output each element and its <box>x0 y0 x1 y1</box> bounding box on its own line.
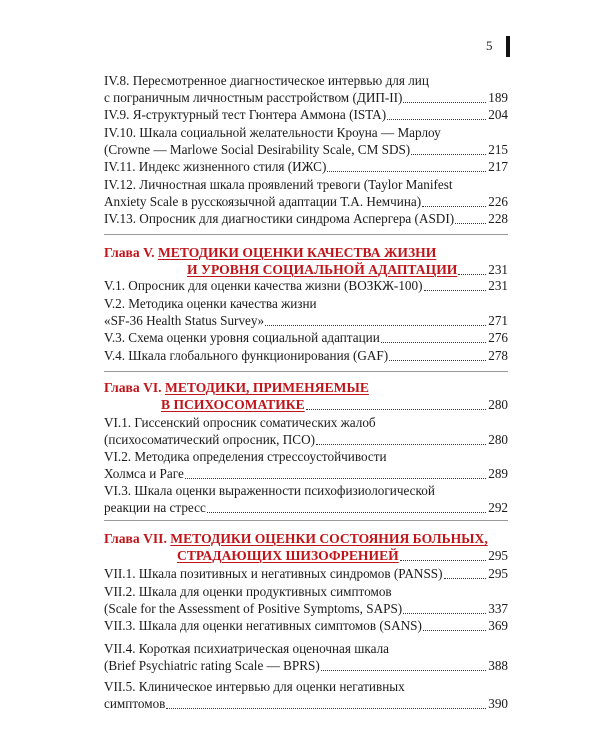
entry-text: V.4. Шкала глобального функционирования (GAF) <box>104 348 389 363</box>
toc-entry-vii-3[interactable] <box>104 617 508 634</box>
toc-entry-iv-9[interactable] <box>104 106 508 123</box>
page-number: 5 <box>486 38 493 53</box>
page-ref: 292 <box>488 500 508 515</box>
entry-text: (Brief Psychiatric rating Scale — BPRS) <box>104 658 320 673</box>
chapter-title: И УРОВНЯ СОЦИАЛЬНОЙ АДАПТАЦИИ <box>187 262 458 277</box>
entry-text: Anxiety Scale в русскоязычной адаптации Т.А. Немчина) <box>104 194 422 209</box>
entry-text: симптомов <box>104 696 166 711</box>
entry-text: с пограничным личностным расстройством (ДИП-II) <box>104 90 403 105</box>
page-ref: 189 <box>488 90 508 105</box>
page-ref: 228 <box>488 211 508 226</box>
entry-text: IV.8. Пересмотренное диагностическое интервью для лиц <box>104 73 429 88</box>
page-ref: 337 <box>488 601 508 616</box>
toc-entry-iv-8[interactable] <box>104 72 508 106</box>
toc-entry-iv-13[interactable] <box>104 210 508 227</box>
page-ref: 215 <box>488 142 508 157</box>
dot-leader <box>455 209 486 224</box>
toc-entry-vi-1[interactable] <box>104 414 508 448</box>
chapter-title: СТРАДАЮЩИХ ШИЗОФРЕНИЕЙ <box>177 548 399 563</box>
dot-leader <box>381 328 486 343</box>
dot-leader <box>321 656 486 671</box>
section-divider <box>104 234 508 235</box>
page-ref: 289 <box>488 466 508 481</box>
toc-entry-vii-2[interactable] <box>104 583 508 617</box>
page-ref: 204 <box>488 107 508 122</box>
toc-entry-iv-10[interactable] <box>104 124 508 158</box>
entry-text: IV.10. Шкала социальной желательности Кроуна — Марлоу <box>104 125 441 140</box>
page-ref: 280 <box>488 432 508 447</box>
dot-leader <box>424 276 487 291</box>
entry-text: VII.2. Шкала для оценки продуктивных симптомов <box>104 584 392 599</box>
entry-text: (Scale for the Assessment of Positive Symptoms, SAPS) <box>104 601 403 616</box>
entry-text: VI.1. Гиссенский опросник соматических жалоб <box>104 415 376 430</box>
toc-entry-iv-11[interactable] <box>104 158 508 175</box>
dot-leader <box>444 564 487 579</box>
toc-chapter-v[interactable] <box>104 244 508 278</box>
entry-text: реакции на стресс <box>104 500 206 515</box>
toc-chapter-vi[interactable] <box>104 379 508 413</box>
page-ref: 271 <box>488 313 508 328</box>
toc-entry-vii-5[interactable] <box>104 678 508 712</box>
chapter-title: МЕТОДИКИ ОЦЕНКИ КАЧЕСТВА ЖИЗНИ <box>157 245 437 260</box>
page-ref: 295 <box>488 548 508 563</box>
dot-leader <box>166 694 486 709</box>
chapter-label: Глава VII. <box>104 531 167 546</box>
dot-leader <box>387 105 486 120</box>
toc-entry-v-3[interactable] <box>104 329 508 346</box>
dot-leader <box>411 140 486 155</box>
entry-text: V.1. Опросник для оценки качества жизни (ВОЗКЖ-100) <box>104 278 423 293</box>
toc-entry-vi-3[interactable] <box>104 482 508 516</box>
chapter-title: В ПСИХОСОМАТИКЕ <box>161 397 305 412</box>
page-ref: 278 <box>488 348 508 363</box>
dot-leader <box>403 88 486 103</box>
entry-text: VI.2. Методика определения стрессоустойчивости <box>104 449 387 464</box>
entry-text: VII.3. Шкала для оценки негативных симптомов (SANS) <box>104 618 422 633</box>
toc-entry-v-4[interactable] <box>104 347 508 364</box>
dot-leader <box>458 260 486 275</box>
toc-chapter-vii[interactable] <box>104 530 508 564</box>
chapter-label: Глава VI. <box>104 380 162 395</box>
chapter-title: МЕТОДИКИ ОЦЕНКИ СОСТОЯНИЯ БОЛЬНЫХ, <box>170 531 488 546</box>
entry-text: V.3. Схема оценки уровня социальной адаптации <box>104 330 380 345</box>
page-ref: 231 <box>488 278 508 293</box>
dot-leader <box>207 498 486 513</box>
toc-entry-vii-4[interactable] <box>104 640 508 674</box>
dot-leader <box>327 157 486 172</box>
entry-text: IV.13. Опросник для диагностики синдрома Аспергера (ASDI) <box>104 211 455 226</box>
entry-text: IV.12. Личностная шкала проявлений тревоги (Taylor Manifest <box>104 177 453 192</box>
dot-leader <box>185 464 486 479</box>
page-ref: 295 <box>488 566 508 581</box>
toc-entry-v-1[interactable] <box>104 277 508 294</box>
entry-text: (психосоматический опросник, ПСО) <box>104 432 316 447</box>
toc-entry-vii-1[interactable] <box>104 565 508 582</box>
entry-text: V.2. Методика оценки качества жизни <box>104 296 317 311</box>
dot-leader <box>389 346 486 361</box>
page-ref: 388 <box>488 658 508 673</box>
section-divider <box>104 520 508 521</box>
page-marker-bar <box>506 36 510 57</box>
page-ref: 231 <box>488 262 508 277</box>
entry-text: «SF-36 Health Status Survey» <box>104 313 265 328</box>
chapter-label: Глава V. <box>104 245 155 260</box>
chapter-title: МЕТОДИКИ, ПРИМЕНЯЕМЫЕ <box>165 380 369 395</box>
toc-entry-vi-2[interactable] <box>104 448 508 482</box>
page-ref: 217 <box>488 159 508 174</box>
entry-text: Холмса и Раге <box>104 466 184 481</box>
toc-entry-v-2[interactable] <box>104 295 508 329</box>
dot-leader <box>423 616 486 631</box>
entry-text: VII.5. Клиническое интервью для оценки негативных <box>104 679 405 694</box>
entry-text: VII.1. Шкала позитивных и негативных синдромов (PANSS) <box>104 566 443 581</box>
entry-text: IV.11. Индекс жизненного стиля (ИЖС) <box>104 159 327 174</box>
dot-leader <box>306 395 487 410</box>
entry-text: (Crowne — Marlowe Social Desirability Scale, CM SDS) <box>104 142 411 157</box>
dot-leader <box>265 311 486 326</box>
dot-leader <box>403 599 486 614</box>
toc-entry-iv-12[interactable] <box>104 176 508 210</box>
entry-text: IV.9. Я-структурный тест Гюнтера Аммона (ISTA) <box>104 107 387 122</box>
page-ref: 226 <box>488 194 508 209</box>
page-ref: 280 <box>488 397 508 412</box>
dot-leader <box>422 192 486 207</box>
entry-text: VII.4. Короткая психиатрическая оценочная шкала <box>104 641 390 656</box>
page-ref: 276 <box>488 330 508 345</box>
page-ref: 369 <box>488 618 508 633</box>
section-divider <box>104 371 508 372</box>
page-ref: 390 <box>488 696 508 711</box>
dot-leader <box>316 430 486 445</box>
entry-text: VI.3. Шкала оценки выраженности психофизиологической <box>104 483 435 498</box>
dot-leader <box>400 546 487 561</box>
